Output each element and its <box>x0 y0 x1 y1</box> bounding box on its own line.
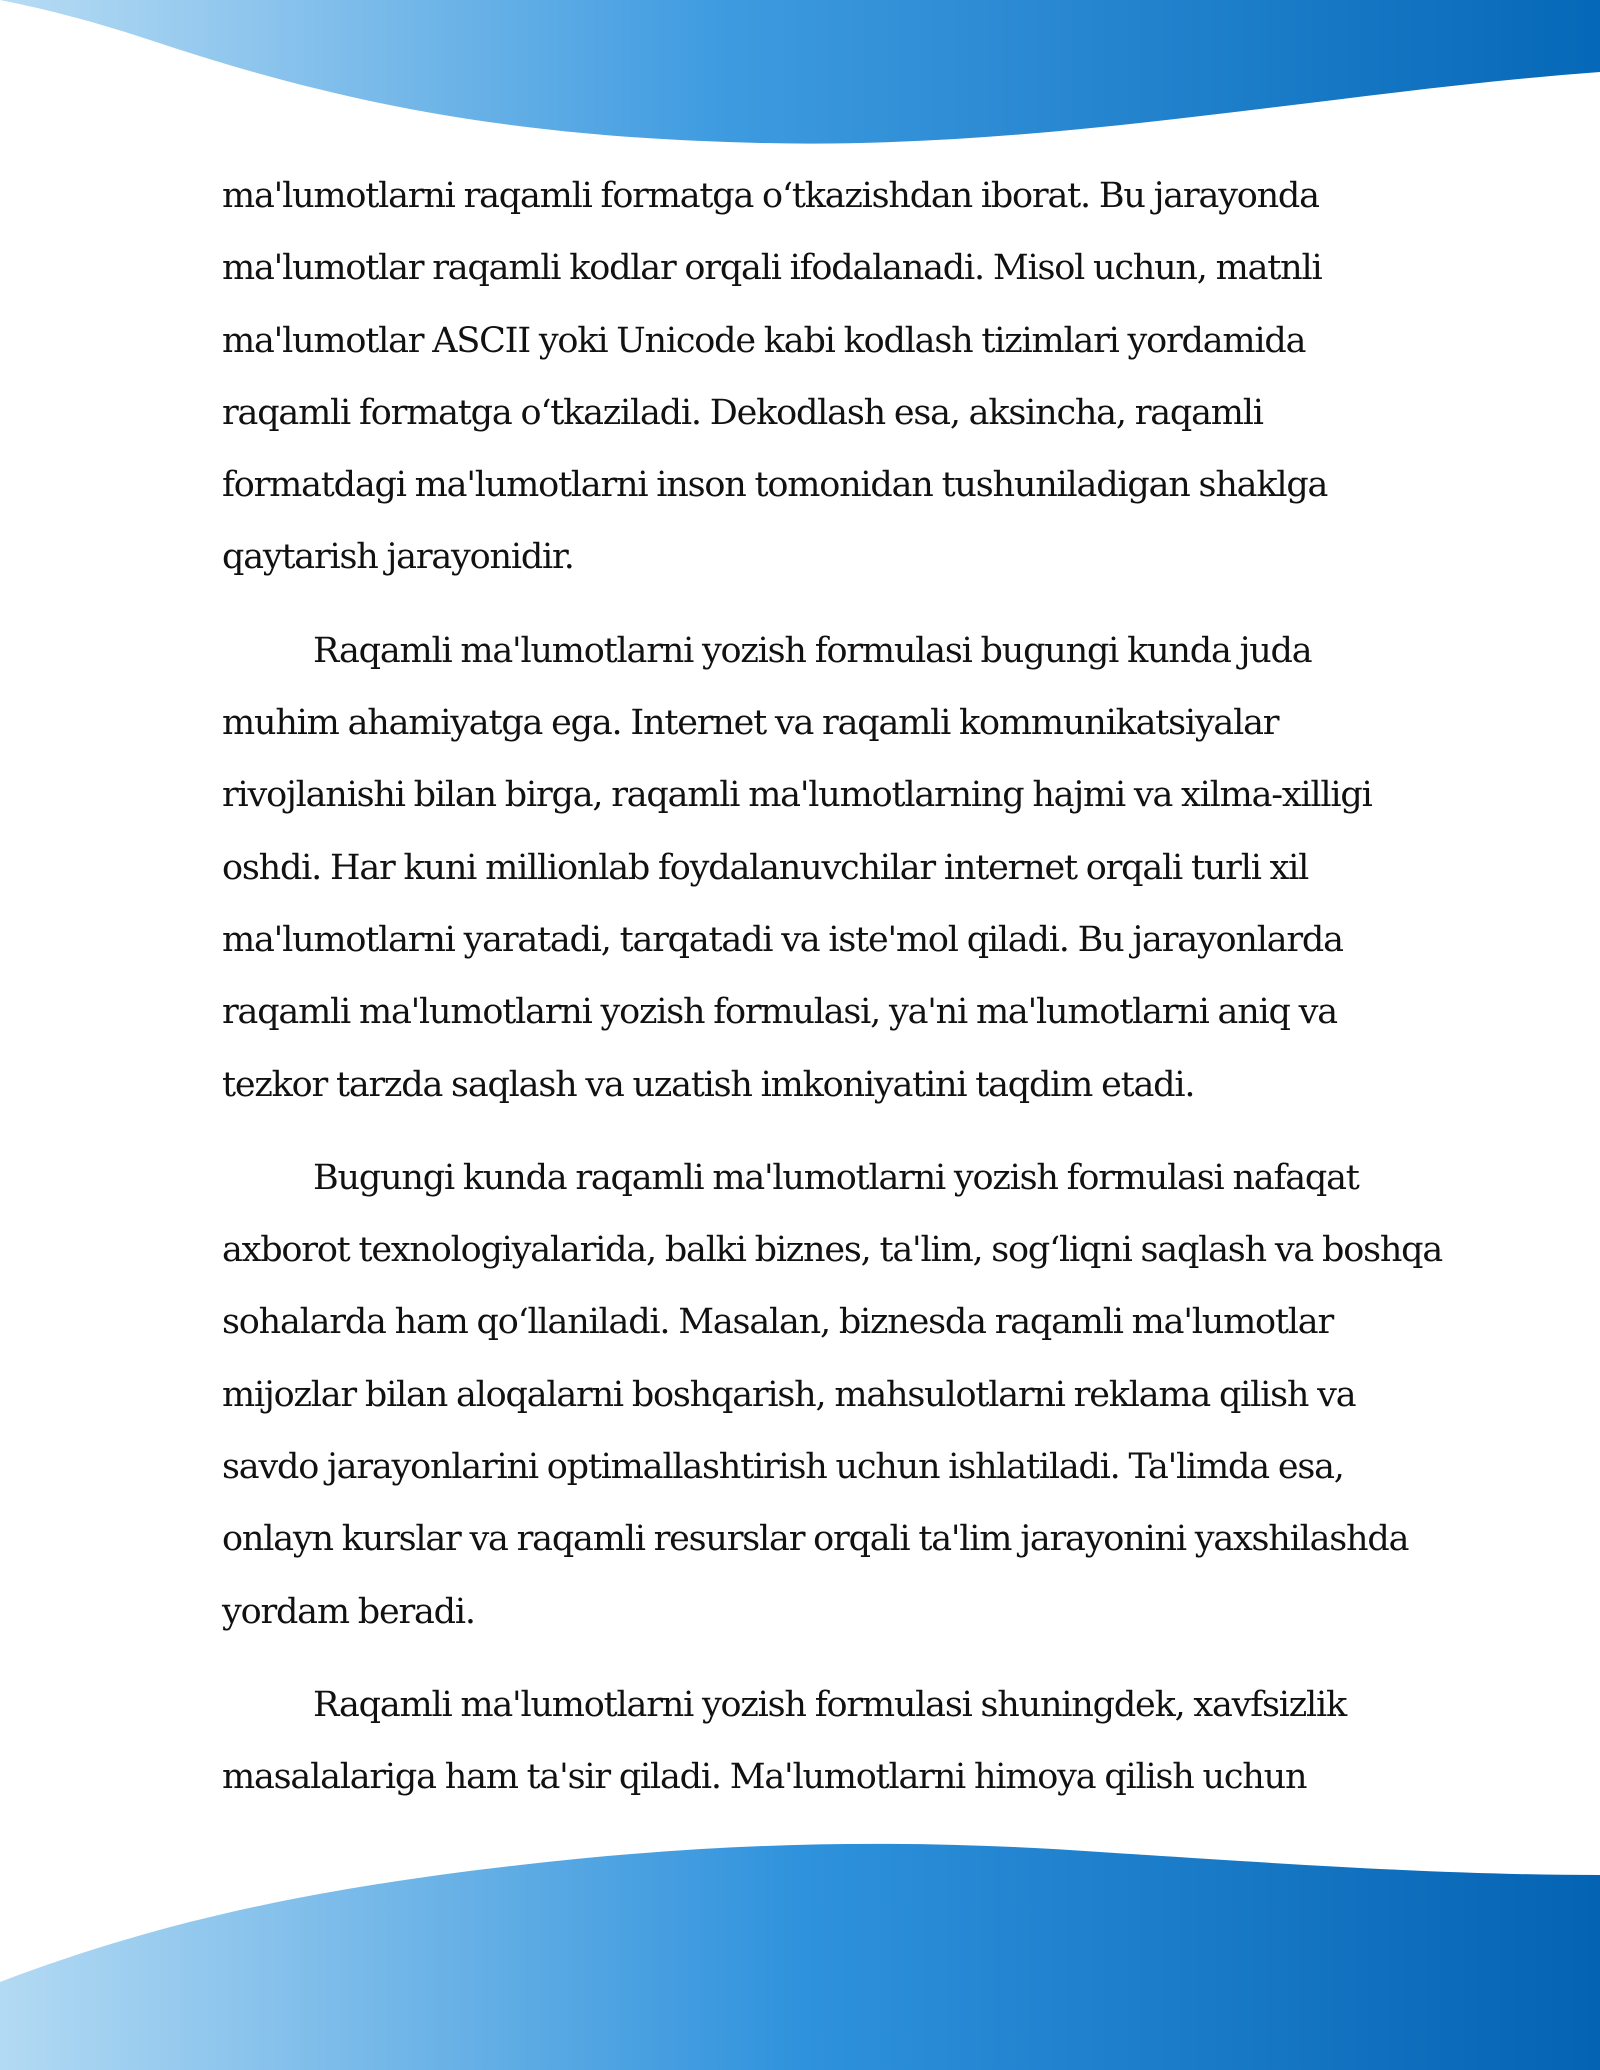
text-line: masalalariga ham ta'sir qiladi. Ma'lumotlarni himoya qilish uchun <box>222 1757 1307 1798</box>
paragraph-1 <box>222 160 1490 594</box>
paragraph-2 <box>222 615 1490 1121</box>
text-line: mijozlar bilan aloqalarni boshqarish, mahsulotlarni reklama qilish va <box>222 1374 1356 1415</box>
document-body <box>222 160 1490 1835</box>
text-line: axborot texnologiyalarida, balki biznes, ta'lim, sog‘liqni saqlash va boshqa <box>222 1230 1443 1271</box>
top-wave-decoration <box>0 0 1600 150</box>
bottom-wave-decoration <box>0 1830 1600 2070</box>
text-line: tezkor tarzda saqlash va uzatish imkoniyatini taqdim etadi. <box>222 1064 1195 1105</box>
text-line: Bugungi kunda raqamli ma'lumotlarni yozish formulasi nafaqat <box>313 1157 1359 1198</box>
text-line: onlayn kurslar va raqamli resurslar orqali ta'lim jarayonini yaxshilashda <box>222 1519 1409 1560</box>
text-line: ma'lumotlarni yaratadi, tarqatadi va iste'mol qiladi. Bu jarayonlarda <box>222 919 1343 960</box>
text-line: muhim ahamiyatga ega. Internet va raqamli kommunikatsiyalar <box>222 703 1279 744</box>
text-line: rivojlanishi bilan birga, raqamli ma'lumotlarning hajmi va xilma-xilligi <box>222 775 1372 816</box>
text-line: ma'lumotlar ASCII yoki Unicode kabi kodlash tizimlari yordamida <box>222 320 1306 361</box>
paragraph-4 <box>222 1669 1490 1814</box>
text-line: raqamli formatga o‘tkaziladi. Dekodlash esa, aksincha, raqamli <box>222 392 1263 433</box>
text-line: oshdi. Har kuni millionlab foydalanuvchilar internet orqali turli xil <box>222 847 1309 888</box>
text-line: savdo jarayonlarini optimallashtirish uchun ishlatiladi. Ta'limda esa, <box>222 1447 1344 1488</box>
text-line: formatdagi ma'lumotlarni inson tomonidan tushuniladigan shaklga <box>222 465 1328 506</box>
text-line: qaytarish jarayonidir. <box>222 537 574 578</box>
text-line: sohalarda ham qo‘llaniladi. Masalan, biznesda raqamli ma'lumotlar <box>222 1302 1333 1343</box>
text-line: ma'lumotlar raqamli kodlar orqali ifodalanadi. Misol uchun, matnli <box>222 248 1322 289</box>
paragraph-3 <box>222 1142 1490 1648</box>
text-line: yordam beradi. <box>222 1591 475 1632</box>
text-line: ma'lumotlarni raqamli formatga o‘tkazishdan iborat. Bu jarayonda <box>222 176 1319 216</box>
text-line: Raqamli ma'lumotlarni yozish formulasi shuningdek, xavfsizlik <box>313 1684 1346 1725</box>
text-line: Raqamli ma'lumotlarni yozish formulasi bugungi kunda juda <box>313 630 1312 671</box>
text-line: raqamli ma'lumotlarni yozish formulasi, ya'ni ma'lumotlarni aniq va <box>222 992 1337 1033</box>
